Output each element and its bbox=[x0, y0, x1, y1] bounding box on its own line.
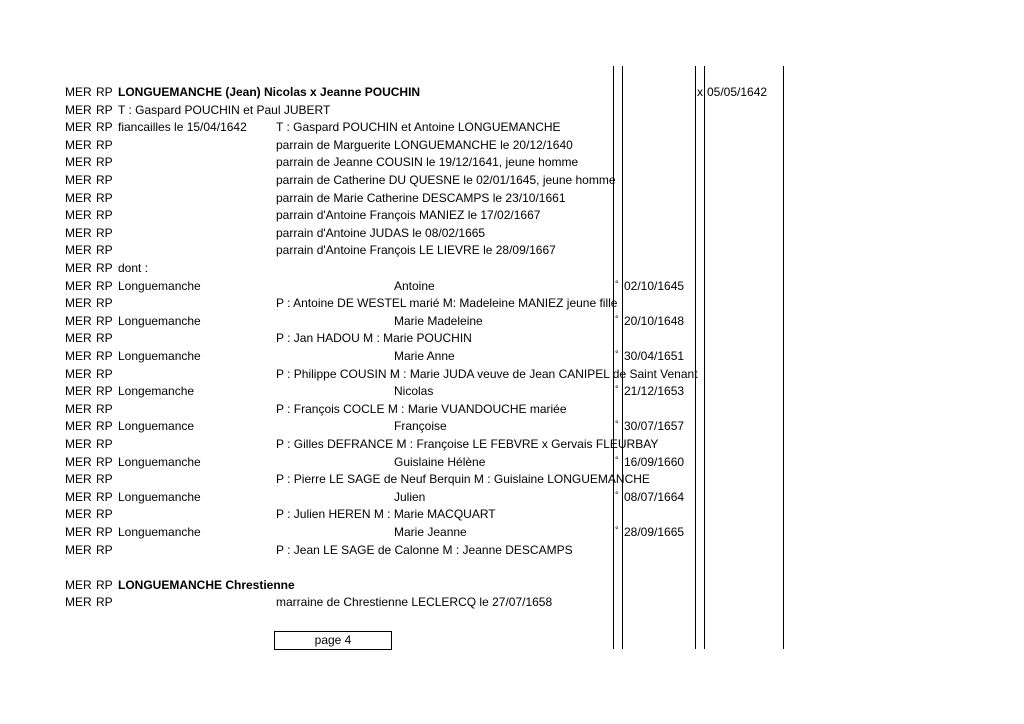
cell-mer: MER bbox=[65, 419, 92, 434]
cell-c3: Longuemanche bbox=[118, 525, 201, 539]
cell-c4: parrain de Marguerite LONGUEMANCHE le 20/12/1640 bbox=[276, 137, 573, 152]
cell-rp: RP bbox=[96, 349, 113, 363]
register-row bbox=[0, 154, 1024, 172]
cell-rp: RP bbox=[96, 190, 113, 205]
register-row bbox=[0, 190, 1024, 208]
cell-rp: RP bbox=[96, 525, 113, 539]
cell-date1: 16/09/1660 bbox=[624, 454, 685, 469]
cell-c5: Marie Anne bbox=[394, 349, 455, 363]
cell-c3: fiancailles le 15/04/1642 bbox=[118, 120, 247, 135]
cell-mer: MER bbox=[65, 296, 92, 311]
cell-c4: P : Julien HEREN M : Marie MACQUART bbox=[276, 507, 496, 522]
register-row bbox=[0, 172, 1024, 190]
cell-rp: RP bbox=[96, 261, 113, 275]
cell-c4: parrain de Marie Catherine DESCAMPS le 23/10/1661 bbox=[276, 190, 566, 205]
cell-rp: RP bbox=[96, 313, 113, 328]
cell-rp: RP bbox=[96, 102, 113, 117]
register-row bbox=[0, 102, 1024, 120]
cell-deg: ° bbox=[615, 489, 619, 500]
cell-rp: RP bbox=[96, 401, 113, 416]
register-row bbox=[0, 471, 1024, 489]
cell-mer: MER bbox=[65, 331, 92, 346]
cell-rp: RP bbox=[96, 120, 113, 135]
cell-deg: ° bbox=[615, 313, 619, 324]
cell-mer: MER bbox=[65, 384, 92, 399]
cell-c4: parrain d'Antoine François MANIEZ le 17/02/1667 bbox=[276, 208, 541, 223]
cell-deg: ° bbox=[615, 525, 619, 535]
register-row bbox=[0, 542, 1024, 560]
register-row bbox=[0, 348, 1024, 366]
cell-mer: MER bbox=[65, 595, 92, 610]
register-row bbox=[0, 577, 1024, 595]
cell-c3: T : Gaspard POUCHIN et Paul JUBERT bbox=[118, 102, 331, 117]
cell-mer: MER bbox=[65, 437, 92, 451]
cell-mer: MER bbox=[65, 313, 92, 328]
cell-c4: P : Antoine DE WESTEL marié M: Madeleine MANIEZ jeune fille bbox=[276, 296, 618, 311]
cell-c3: dont : bbox=[118, 261, 149, 275]
cell-deg: ° bbox=[615, 349, 619, 359]
cell-c5: Julien bbox=[394, 489, 426, 504]
cell-c4: parrain de Jeanne COUSIN le 19/12/1641, jeune homme bbox=[276, 155, 579, 170]
register-row bbox=[0, 401, 1024, 419]
cell-mer: MER bbox=[65, 120, 92, 135]
cell-c4: P : Pierre LE SAGE de Neuf Berquin M : Guislaine LONGUEMANCHE bbox=[276, 472, 650, 487]
cell-rp: RP bbox=[96, 243, 113, 258]
cell-rp: RP bbox=[96, 155, 113, 170]
cell-mer: MER bbox=[65, 349, 92, 363]
cell-x: x bbox=[697, 85, 703, 99]
cell-mer: MER bbox=[65, 542, 92, 557]
cell-rp: RP bbox=[96, 366, 113, 381]
cell-deg: ° bbox=[615, 384, 619, 395]
cell-mer: MER bbox=[65, 173, 92, 187]
cell-rp: RP bbox=[96, 384, 113, 399]
register-row bbox=[0, 313, 1024, 331]
register-row bbox=[0, 489, 1024, 507]
register-row bbox=[0, 594, 1024, 612]
cell-mer: MER bbox=[65, 85, 92, 99]
cell-c3: LONGUEMANCHE Chrestienne bbox=[118, 577, 295, 592]
cell-c5: Antoine bbox=[394, 278, 435, 293]
cell-c3: LONGUEMANCHE (Jean) Nicolas x Jeanne POUCHIN bbox=[118, 85, 421, 99]
cell-rp: RP bbox=[96, 577, 113, 592]
register-row bbox=[0, 524, 1024, 542]
cell-mer: MER bbox=[65, 243, 92, 258]
register-row bbox=[0, 366, 1024, 384]
cell-mer: MER bbox=[65, 507, 92, 522]
cell-rp: RP bbox=[96, 437, 113, 451]
cell-c4: P : Philippe COUSIN M : Marie JUDA veuve de Jean CANIPEL de Saint Venant bbox=[276, 366, 698, 381]
cell-c3: Longuemanche bbox=[118, 313, 201, 328]
cell-rp: RP bbox=[96, 278, 113, 293]
cell-c3: Longuemanche bbox=[118, 278, 201, 293]
register-row bbox=[0, 84, 1024, 102]
cell-date1: 02/10/1645 bbox=[624, 278, 685, 293]
register-row bbox=[0, 559, 1024, 577]
register-row bbox=[0, 454, 1024, 472]
cell-rp: RP bbox=[96, 225, 113, 240]
cell-c5: Marie Madeleine bbox=[394, 313, 483, 328]
register-row bbox=[0, 207, 1024, 225]
cell-c4: P : Jan HADOU M : Marie POUCHIN bbox=[276, 331, 472, 346]
cell-c4: P : Jean LE SAGE de Calonne M : Jeanne DESCAMPS bbox=[276, 542, 573, 557]
cell-mer: MER bbox=[65, 366, 92, 381]
cell-mer: MER bbox=[65, 472, 92, 487]
register-row bbox=[0, 260, 1024, 278]
register-row bbox=[0, 418, 1024, 436]
cell-c4: T : Gaspard POUCHIN et Antoine LONGUEMANCHE bbox=[276, 120, 561, 135]
cell-rp: RP bbox=[96, 542, 113, 557]
cell-deg: ° bbox=[615, 419, 619, 430]
cell-mer: MER bbox=[65, 577, 92, 592]
cell-c5: Françoise bbox=[394, 419, 447, 434]
cell-c3: Longuemanche bbox=[118, 489, 201, 504]
cell-rp: RP bbox=[96, 85, 113, 99]
cell-mer: MER bbox=[65, 261, 92, 275]
cell-date1: 30/04/1651 bbox=[624, 349, 685, 363]
cell-rp: RP bbox=[96, 595, 113, 610]
cell-rp: RP bbox=[96, 419, 113, 434]
cell-mer: MER bbox=[65, 489, 92, 504]
register-row bbox=[0, 278, 1024, 296]
cell-rp: RP bbox=[96, 137, 113, 152]
register-row bbox=[0, 225, 1024, 243]
cell-c4: parrain de Catherine DU QUESNE le 02/01/1645, jeune homme bbox=[276, 173, 616, 187]
cell-mer: MER bbox=[65, 155, 92, 170]
cell-mer: MER bbox=[65, 190, 92, 205]
cell-date1: 21/12/1653 bbox=[624, 384, 685, 399]
cell-mer: MER bbox=[65, 525, 92, 539]
cell-date2: 05/05/1642 bbox=[707, 85, 768, 99]
cell-rp: RP bbox=[96, 296, 113, 311]
register-row bbox=[0, 119, 1024, 137]
cell-date1: 08/07/1664 bbox=[624, 489, 685, 504]
cell-deg: ° bbox=[615, 278, 619, 289]
cell-c4: parrain d'Antoine JUDAS le 08/02/1665 bbox=[276, 225, 486, 240]
cell-mer: MER bbox=[65, 102, 92, 117]
cell-mer: MER bbox=[65, 225, 92, 240]
cell-mer: MER bbox=[65, 454, 92, 469]
register-row bbox=[0, 330, 1024, 348]
cell-c3: Longemanche bbox=[118, 384, 195, 399]
cell-mer: MER bbox=[65, 401, 92, 416]
register-row bbox=[0, 436, 1024, 454]
register-row bbox=[0, 383, 1024, 401]
register-row bbox=[0, 506, 1024, 524]
cell-date1: 20/10/1648 bbox=[624, 313, 685, 328]
cell-c4: parrain d'Antoine François LE LIEVRE le 28/09/1667 bbox=[276, 243, 556, 258]
cell-rp: RP bbox=[96, 331, 113, 346]
cell-date1: 28/09/1665 bbox=[624, 525, 685, 539]
cell-c3: Longuemanche bbox=[118, 454, 201, 469]
cell-rp: RP bbox=[96, 472, 113, 487]
cell-deg: ° bbox=[615, 454, 619, 465]
cell-c3: Longuemance bbox=[118, 419, 195, 434]
register-row bbox=[0, 242, 1024, 260]
cell-c4: P : François COCLE M : Marie VUANDOUCHE mariée bbox=[276, 401, 567, 416]
cell-c4: P : Gilles DEFRANCE M : Françoise LE FEBVRE x Gervais FLEURBAY bbox=[276, 437, 659, 451]
register-row bbox=[0, 137, 1024, 155]
cell-c5: Nicolas bbox=[394, 384, 434, 399]
cell-rp: RP bbox=[96, 208, 113, 223]
cell-rp: RP bbox=[96, 489, 113, 504]
cell-c3: Longuemanche bbox=[118, 349, 201, 363]
cell-rp: RP bbox=[96, 173, 113, 187]
register-row bbox=[0, 295, 1024, 313]
cell-rp: RP bbox=[96, 454, 113, 469]
cell-c5: Guislaine Hélène bbox=[394, 454, 486, 469]
cell-rp: RP bbox=[96, 507, 113, 522]
cell-c4: marraine de Chrestienne LECLERCQ le 27/07/1658 bbox=[276, 595, 553, 610]
cell-mer: MER bbox=[65, 208, 92, 223]
cell-date1: 30/07/1657 bbox=[624, 419, 685, 434]
cell-mer: MER bbox=[65, 137, 92, 152]
page-number-box bbox=[274, 631, 392, 650]
cell-mer: MER bbox=[65, 278, 92, 293]
page-number-label: page 4 bbox=[314, 633, 352, 647]
cell-c5: Marie Jeanne bbox=[394, 525, 467, 539]
